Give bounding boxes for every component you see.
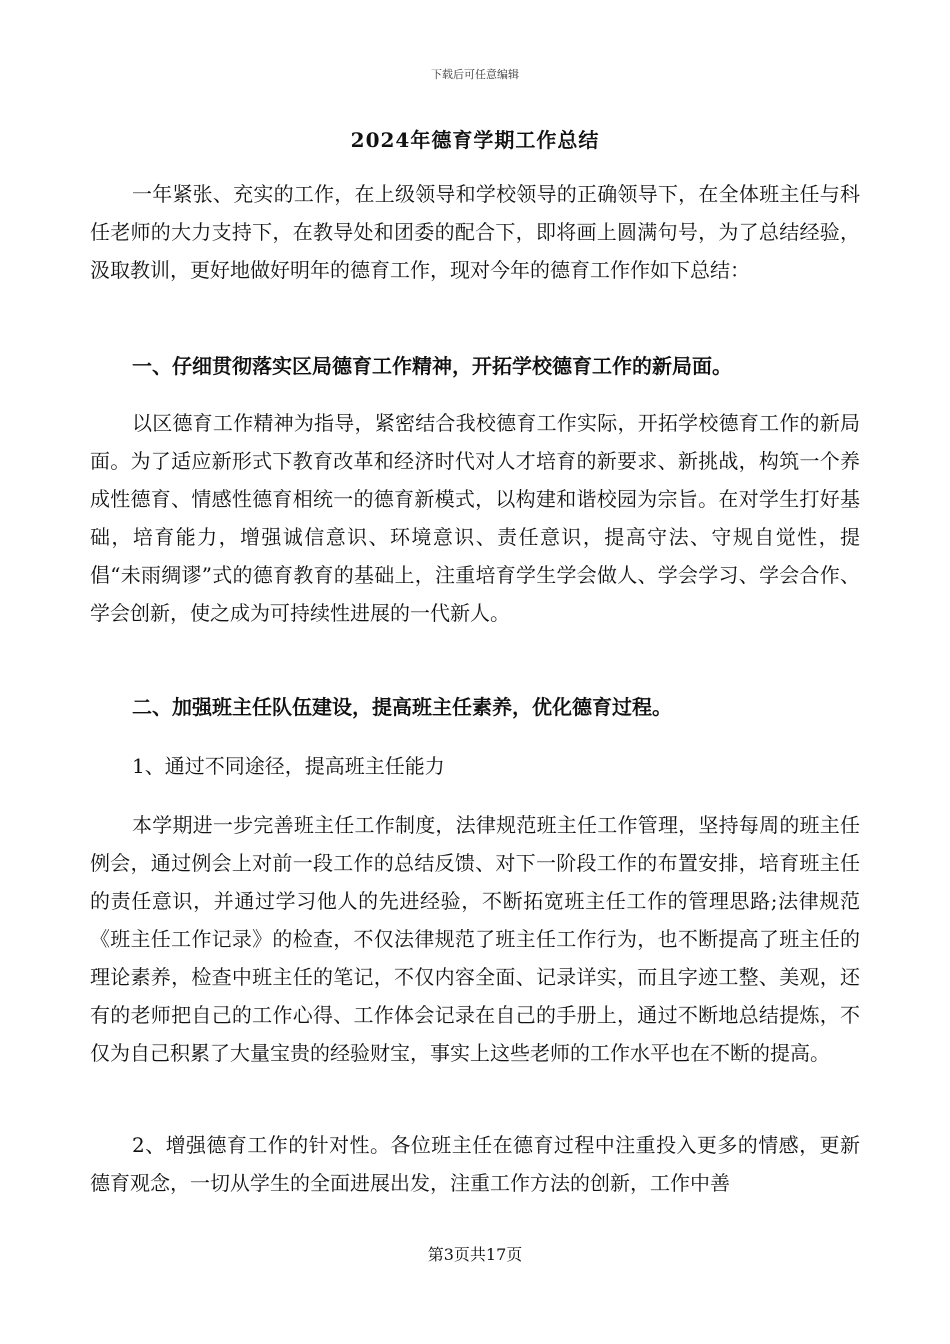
section-2-heading: 二、加强班主任队伍建设，提高班主任素养，优化德育过程。 [132,695,672,719]
section-1-heading: 一、仔细贯彻落实区局德育工作精神，开拓学校德育工作的新局面。 [132,354,732,378]
page-header-note: 下载后可任意编辑 [431,68,519,81]
intro-paragraph: 一年紧张、充实的工作，在上级领导和学校领导的正确领导下，在全体班主任与科任老师的大力支持下，在教导处和团委的配合下，即将画上圆满句号，为了总结经验，汲取教训，更好地做好明年的德育工作，现对今年的德育工作作如下总结： [90,182,860,282]
page-footer: 第3页共17页 [427,1245,523,1264]
subsection-1-title: 1、通过不同途径，提高班主任能力 [132,754,445,778]
subsection-1-paragraph: 本学期进一步完善班主任工作制度，法律规范班主任工作管理，坚持每周的班主任例会，通过例会上对前一段工作的总结反馈、对下一阶段工作的布置安排，培育班主任的责任意识，并通过学习他人的先进经验，不断拓宽班主任工作的管理思路;法律规范《班主任工作记录》的检查，不仅法律规范了班主任工作行为，也不断提高了班主任的理论素养，检查中班主任的笔记，不仅内容全面、记录详实，而且字迹工整、美观，还有的老师把自己的工作心得、工作体会记录在自己的手册上，通过不断地总结提炼，不仅为自己积累了大量宝贵的经验财宝，事实上这些老师的工作水平也在不断的提高。 [90,813,860,1065]
document-title: 2024年德育学期工作总结 [350,128,600,152]
section-1-paragraph: 以区德育工作精神为指导，紧密结合我校德育工作实际，开拓学校德育工作的新局面。为了适应新形式下教育改革和经济时代对人才培育的新要求、新挑战，构筑一个养成性德育、情感性德育相统一的德育新模式，以构建和谐校园为宗旨。在对学生打好基础，培育能力，增强诚信意识、环境意识、责任意识，提高守法、守规自觉性，提倡“未雨绸谬”式的德育教育的基础上，注重培育学生学会做人、学会学习、学会合作、学会创新，使之成为可持续性进展的一代新人。 [90,411,860,625]
subsection-2-paragraph: 2、增强德育工作的针对性。各位班主任在德育过程中注重投入更多的情感，更新德育观念，一切从学生的全面进展出发，注重工作方法的创新，工作中善 [90,1133,860,1195]
